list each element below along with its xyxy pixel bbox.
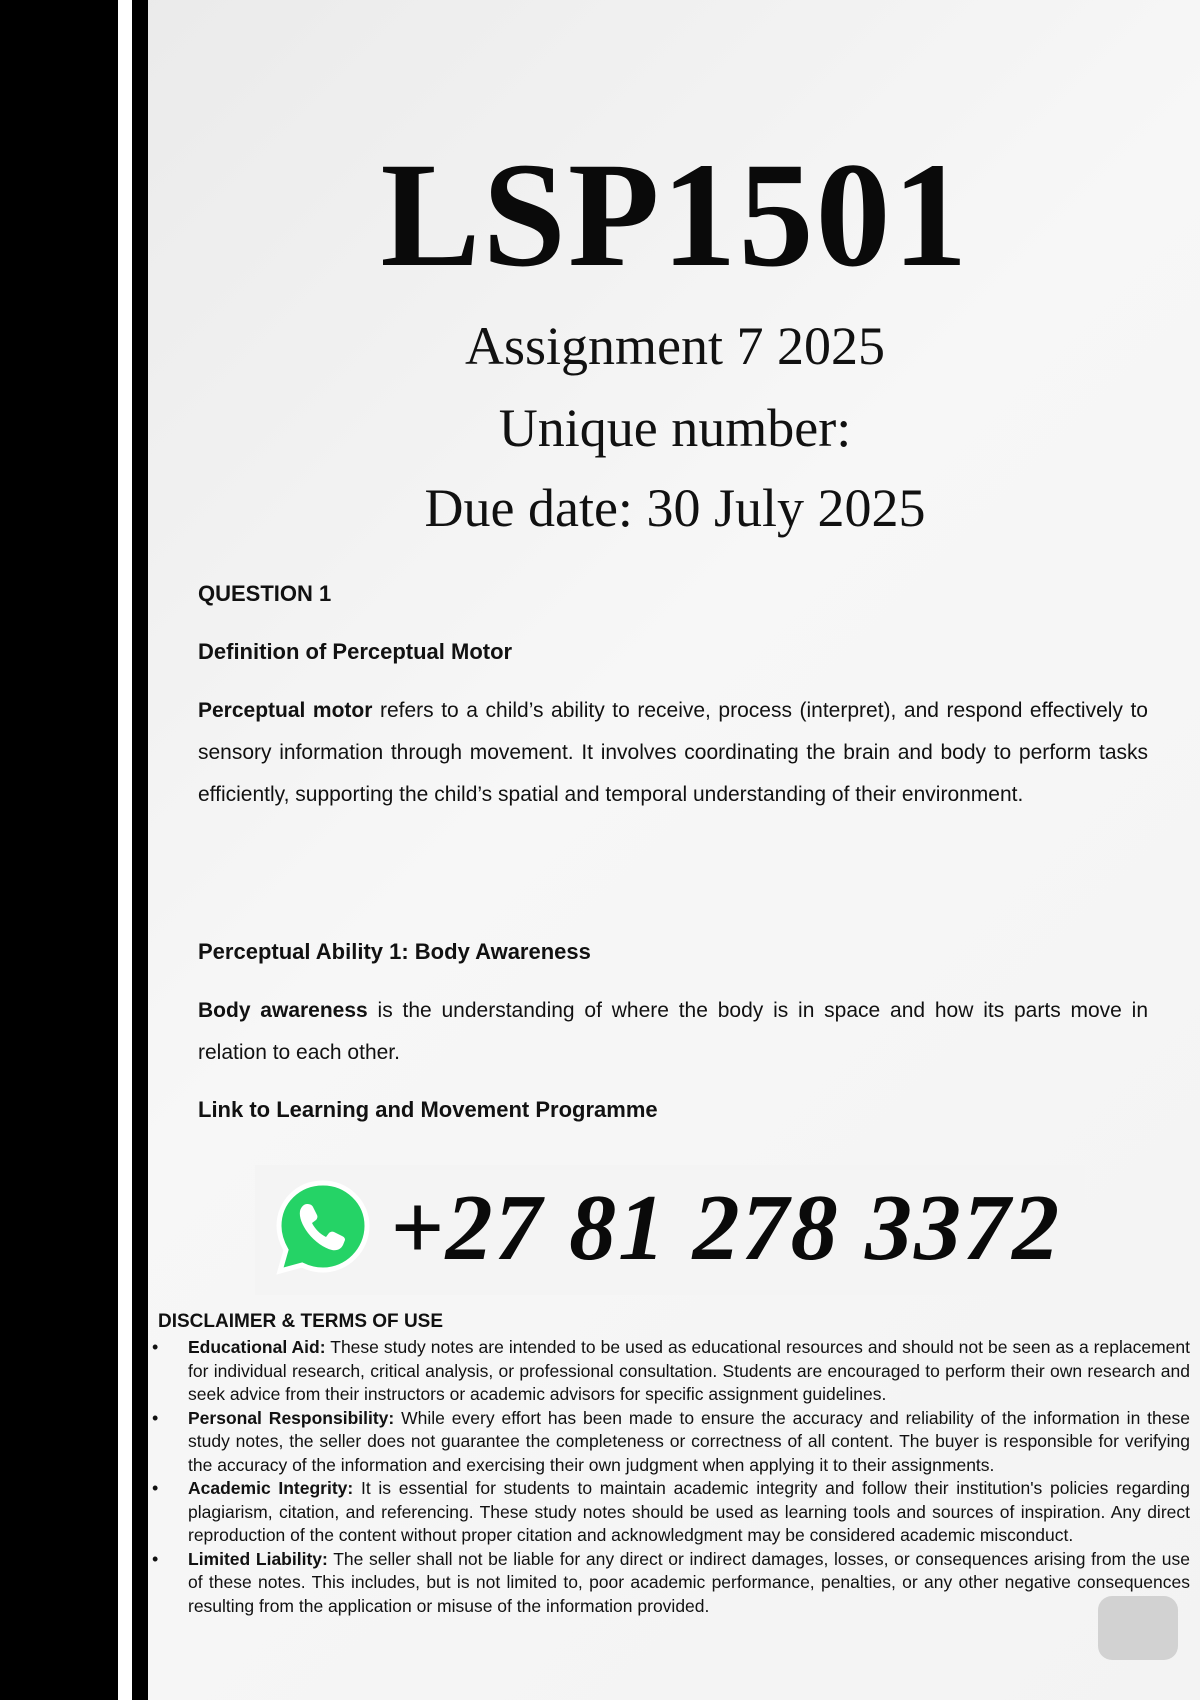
definition-term: Perceptual motor (198, 699, 373, 722)
disclaimer-item (150, 1548, 1190, 1619)
course-code-title: LSP1501 (380, 132, 970, 298)
definition-paragraph (198, 690, 1148, 816)
disclaimer-item-label: Educational Aid: (188, 1337, 326, 1357)
left-inner-bar (132, 0, 148, 1700)
left-bar-gap (118, 0, 132, 1700)
definition-heading: Definition of Perceptual Motor (198, 639, 513, 664)
question-heading: QUESTION 1 (198, 581, 332, 606)
whatsapp-phone-number[interactable]: +27 81 278 3372 (390, 1176, 1062, 1280)
ability-text: is the understanding of where the body is in space and how its parts move in relation to each other. (198, 999, 1148, 1064)
link-heading: Link to Learning and Movement Programme (198, 1097, 658, 1122)
disclaimer-title: DISCLAIMER & TERMS OF USE (158, 1311, 444, 1332)
bullet-icon: • (152, 1548, 159, 1569)
bullet-icon: • (152, 1337, 159, 1357)
disclaimer-item-label: Personal Responsibility: (188, 1407, 395, 1428)
disclaimer-item-text: These study notes are intended to be used as educational resources and should not be seen as a replacement for individual research, critical analysis, or professional consultation. Students are encouraged to perform their own research and seek advice from their instructors or academic advisors for specific assignment guidelines. (188, 1337, 1190, 1404)
disclaimer-item (150, 1407, 1190, 1478)
definition-text: refers to a child’s ability to receive, process (interpret), and respond effectively to sensory information through movement. It involves coordinating the brain and body to perform tasks efficiently, supporting the child’s spatial and temporal understanding of their environment. (198, 699, 1148, 806)
disclaimer-item-text: While every effort has been made to ensure the accuracy and reliability of the information in these study notes, the seller does not guarantee the completeness or correctness of all content. The buyer is responsible for verifying the accuracy of the information and exercising their own judgment when applying it to their assignments. (188, 1407, 1190, 1475)
whatsapp-icon (273, 1177, 373, 1277)
whatsapp-contact-banner[interactable] (255, 1165, 1085, 1295)
ability-heading: Perceptual Ability 1: Body Awareness (198, 939, 591, 964)
bullet-icon: • (152, 1478, 159, 1498)
disclaimer-item (150, 1477, 1190, 1548)
unique-number-label: Unique number: (498, 398, 852, 458)
disclaimer-list (150, 1336, 1190, 1618)
disclaimer-item-text: It is essential for students to maintain academic integrity and follow their institution's policies regarding plagiarism, citation, and referencing. These study notes should be used as learning tools and sources of inspiration. Any direct reproduction of the content without proper citation and acknowledgment may be considered academic misconduct. (188, 1478, 1190, 1545)
disclaimer-item-label: Limited Liability: (188, 1548, 328, 1569)
disclaimer-item-text: The seller shall not be liable for any direct or indirect damages, losses, or consequences arising from the use of these notes. This includes, but is not limited to, poor academic performance, penalties, or any other negative consequences resulting from the application or misuse of the information provided. (188, 1548, 1190, 1616)
assignment-title: Assignment 7 2025 (464, 316, 885, 376)
disclaimer-item-label: Academic Integrity: (188, 1478, 354, 1498)
ability-term: Body awareness (198, 999, 368, 1022)
disclaimer-item (150, 1336, 1190, 1407)
bullet-icon: • (152, 1407, 159, 1428)
corner-overlay-badge[interactable] (1098, 1596, 1178, 1660)
ability-paragraph (198, 990, 1148, 1074)
left-black-bar (0, 0, 118, 1700)
due-date-label: Due date: 30 July 2025 (424, 478, 926, 538)
